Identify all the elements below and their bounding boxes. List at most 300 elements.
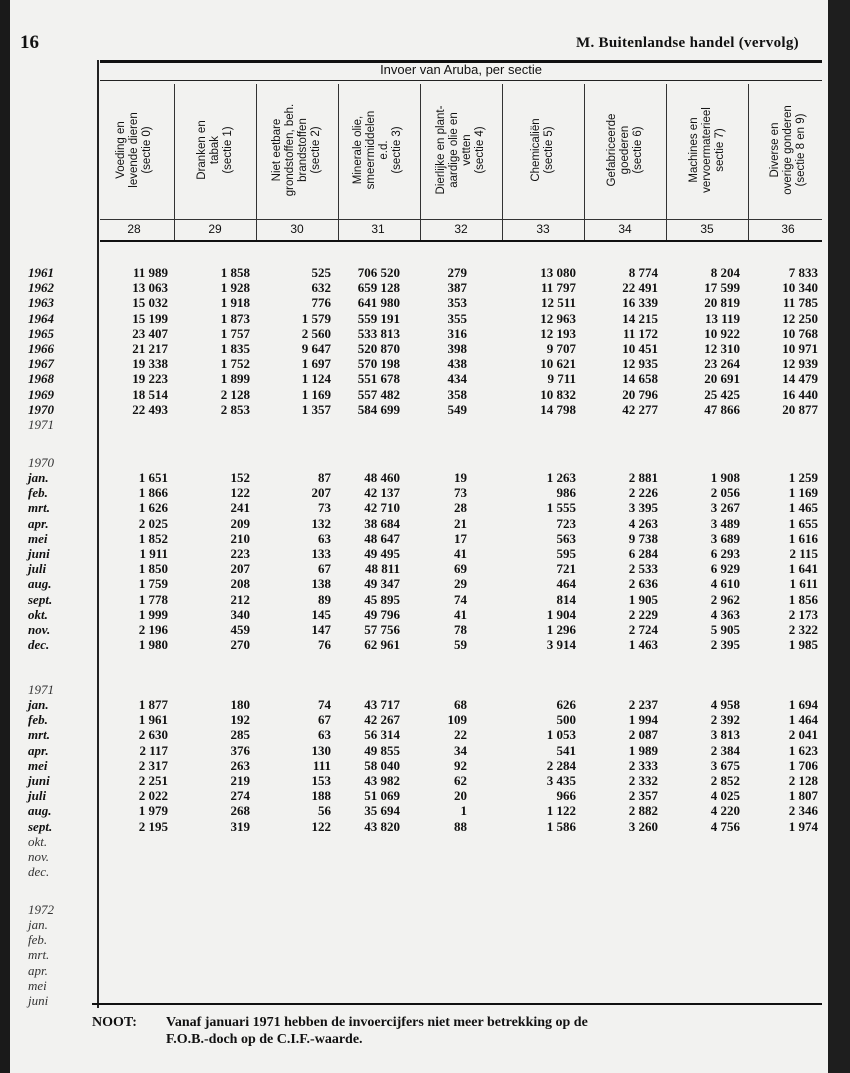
table-cell: 42 710: [364, 500, 400, 515]
table-cell: 2 115: [789, 546, 818, 561]
table-cell: [387, 849, 467, 864]
row-label: sept.: [28, 592, 53, 607]
table-cell: 18 514: [132, 387, 168, 402]
table-bottom-rule: [92, 1003, 822, 1005]
row-label: juli: [28, 788, 47, 803]
table-cell: 2 117: [139, 743, 168, 758]
table-cell: [496, 849, 576, 864]
row-label: 1966: [28, 341, 54, 356]
table-cell: [387, 864, 467, 879]
table-cell: 2 022: [138, 788, 168, 803]
row-label: mrt.: [28, 727, 51, 742]
table-cell: 138: [311, 576, 331, 591]
table-cell: 2 087: [628, 727, 658, 742]
row-label: jan.: [28, 470, 49, 485]
table-cell: 1 616: [788, 531, 818, 546]
table-cell: 20 796: [622, 387, 658, 402]
table-cell: 122: [230, 485, 250, 500]
table-cell: 1 985: [788, 637, 818, 652]
row-label: 1967: [28, 356, 54, 371]
table-cell: 2 630: [138, 727, 168, 742]
table-cell: 1 904: [546, 607, 576, 622]
table-cell: 7 833: [788, 265, 818, 280]
table-cell: 14 215: [622, 311, 658, 326]
table-cell: 2 229: [628, 607, 658, 622]
table-cell: 285: [230, 727, 250, 742]
table-cell: 10 971: [782, 341, 818, 356]
table-cell: 1 866: [138, 485, 168, 500]
table-cell: 1 928: [220, 280, 250, 295]
table-cell: 16 440: [782, 387, 818, 402]
table-cell: 1 169: [301, 387, 331, 402]
table-cell: 12 193: [540, 326, 576, 341]
table-cell: 1 899: [220, 371, 250, 386]
table-group-header: Invoer van Aruba, per sectie: [380, 62, 542, 77]
table-cell: [387, 834, 467, 849]
table-cell: 1 979: [138, 803, 168, 818]
table-cell: 1 464: [788, 712, 818, 727]
table-cell: 73: [454, 485, 467, 500]
table-cell: 34: [454, 743, 467, 758]
row-label: okt.: [28, 607, 48, 622]
table-cell: 1 911: [139, 546, 168, 561]
table-cell: 67: [318, 561, 331, 576]
table-cell: 4 025: [710, 788, 740, 803]
table-cell: 88: [454, 819, 467, 834]
table-cell: 1 994: [628, 712, 658, 727]
row-label: 1972: [28, 902, 54, 917]
table-cell: 1 463: [628, 637, 658, 652]
table-cell: 10 922: [704, 326, 740, 341]
table-cell: [738, 849, 818, 864]
table-cell: [578, 834, 658, 849]
table-cell: 2 237: [628, 697, 658, 712]
table-cell: 459: [230, 622, 250, 637]
table-cell: 62: [454, 773, 467, 788]
table-cell: 152: [230, 470, 250, 485]
table-cell: [660, 849, 740, 864]
column-header-label: Dierlijke en plant- aardige olie en vetten (sectie 4): [435, 105, 486, 195]
table-cell: 9 647: [301, 341, 331, 356]
table-cell: 48 811: [364, 561, 400, 576]
table-cell: 153: [311, 773, 331, 788]
table-cell: [170, 849, 250, 864]
table-cell: [88, 417, 168, 432]
table-cell: 208: [230, 576, 250, 591]
table-cell: 2 882: [628, 803, 658, 818]
column-header-label: Minerale olie, smeermiddelen e.d. (sectie 3): [352, 110, 403, 190]
table-cell: 19: [454, 470, 467, 485]
table-cell: 4 958: [710, 697, 740, 712]
table-cell: 4 220: [710, 803, 740, 818]
table-cell: 3 435: [546, 773, 576, 788]
column-number: 35: [700, 222, 714, 236]
table-cell: 19 223: [132, 371, 168, 386]
table-cell: 130: [311, 743, 331, 758]
table-cell: 51 069: [364, 788, 400, 803]
table-cell: 11 172: [622, 326, 658, 341]
column-number: 30: [290, 222, 304, 236]
footnote-line-2: F.O.B.-doch op de C.I.F.-waarde.: [166, 1032, 363, 1047]
table-cell: 12 935: [622, 356, 658, 371]
table-cell: 12 963: [540, 311, 576, 326]
column-header-label: Diverse en overige gonderen (sectie 8 en 9): [768, 105, 807, 195]
table-cell: 1 989: [628, 743, 658, 758]
table-cell: 557 482: [357, 387, 400, 402]
table-cell: 2 196: [138, 622, 168, 637]
table-cell: 263: [230, 758, 250, 773]
table-cell: 2 284: [546, 758, 576, 773]
table-cell: 2 041: [788, 727, 818, 742]
table-cell: 1: [460, 803, 467, 818]
table-cell: 1 961: [138, 712, 168, 727]
row-label: okt.: [28, 834, 48, 849]
table-cell: 48 647: [364, 531, 400, 546]
table-cell: [660, 834, 740, 849]
table-cell: 2 056: [710, 485, 740, 500]
table-cell: 1 807: [788, 788, 818, 803]
row-label: apr.: [28, 963, 48, 978]
table-cell: 22 491: [622, 280, 658, 295]
column-number-rule: [100, 219, 822, 220]
row-label: jan.: [28, 917, 48, 932]
footnote: [92, 1014, 732, 1048]
table-cell: 438: [447, 356, 467, 371]
table-cell: 1 980: [138, 637, 168, 652]
table-cell: 15 032: [132, 295, 168, 310]
table-cell: 89: [318, 592, 331, 607]
table-cell: 986: [556, 485, 576, 500]
table-cell: 2 332: [628, 773, 658, 788]
column-header-label: Machines en vervoermaterieel sectie 7): [687, 107, 726, 193]
column-number: 32: [454, 222, 468, 236]
table-cell: 2 025: [138, 516, 168, 531]
table-cell: 1 877: [138, 697, 168, 712]
table-cell: 5 905: [710, 622, 740, 637]
row-label: sept.: [28, 819, 53, 834]
table-cell: 241: [230, 500, 250, 515]
table-cell: 49 495: [364, 546, 400, 561]
table-cell: 41: [454, 546, 467, 561]
table-cell: 268: [230, 803, 250, 818]
table-cell: [496, 834, 576, 849]
row-label: nov.: [28, 622, 51, 637]
table-cell: 62 961: [364, 637, 400, 652]
table-cell: 279: [447, 265, 467, 280]
footnote-key: NOOT:: [92, 1015, 137, 1030]
table-cell: 3 675: [710, 758, 740, 773]
table-cell: 12 310: [704, 341, 740, 356]
table-cell: 520 870: [357, 341, 400, 356]
row-label: juli: [28, 561, 47, 576]
table-cell: 6 293: [710, 546, 740, 561]
table-cell: 8 204: [710, 265, 740, 280]
table-cell: 109: [447, 712, 467, 727]
table-cell: 1 611: [789, 576, 818, 591]
table-cell: 1 357: [301, 402, 331, 417]
table-cell: [387, 417, 467, 432]
table-cell: [251, 417, 331, 432]
table-cell: 533 813: [357, 326, 400, 341]
table-cell: 43 820: [364, 819, 400, 834]
table-cell: 1 974: [788, 819, 818, 834]
page-number: 16: [20, 32, 39, 53]
row-label: 1969: [28, 387, 54, 402]
scan-right-edge: [828, 0, 850, 1073]
table-cell: 20 691: [704, 371, 740, 386]
table-cell: 147: [311, 622, 331, 637]
table-cell: 1 757: [220, 326, 250, 341]
table-cell: [251, 834, 331, 849]
table-cell: 13 080: [540, 265, 576, 280]
table-cell: 1 655: [788, 516, 818, 531]
table-cell: 1 918: [220, 295, 250, 310]
table-cell: 67: [318, 712, 331, 727]
table-cell: 22 493: [132, 402, 168, 417]
table-cell: 9 707: [546, 341, 576, 356]
table-cell: 2 226: [628, 485, 658, 500]
row-label: mrt.: [28, 947, 50, 962]
table-cell: 1 579: [301, 311, 331, 326]
table-cell: 814: [556, 592, 576, 607]
row-label: feb.: [28, 932, 48, 947]
scan-left-edge: [0, 0, 10, 1073]
table-cell: 28: [454, 500, 467, 515]
table-cell: 192: [230, 712, 250, 727]
table-cell: 1 169: [788, 485, 818, 500]
table-cell: 13 063: [132, 280, 168, 295]
table-cell: 3 395: [628, 500, 658, 515]
table-cell: 35 694: [364, 803, 400, 818]
table-cell: 17: [454, 531, 467, 546]
table-cell: 2 724: [628, 622, 658, 637]
column-header-label: Niet eetbare grondstoffen, beh. brandstoffen (sectie 2): [271, 103, 322, 197]
table-cell: 2 881: [628, 470, 658, 485]
table-cell: 776: [311, 295, 331, 310]
table-cell: 274: [230, 788, 250, 803]
row-label: 1970: [28, 402, 54, 417]
table-cell: 4 263: [628, 516, 658, 531]
table-cell: 48 460: [364, 470, 400, 485]
row-label: aug.: [28, 576, 52, 591]
table-cell: 11 785: [782, 295, 818, 310]
table-cell: 549: [447, 402, 467, 417]
table-cell: 57 756: [364, 622, 400, 637]
table-cell: 358: [447, 387, 467, 402]
table-cell: 73: [318, 500, 331, 515]
table-cell: 9 711: [547, 371, 576, 386]
section-title: M. Buitenlandse handel (vervolg): [576, 35, 799, 51]
table-cell: 1 905: [628, 592, 658, 607]
table-cell: 63: [318, 531, 331, 546]
table-cell: 19 338: [132, 356, 168, 371]
column-header-label: Dranken en tabak (sectie 1): [195, 120, 234, 180]
row-label: 1963: [28, 295, 54, 310]
table-cell: 559 191: [357, 311, 400, 326]
table-cell: 23 264: [704, 356, 740, 371]
table-cell: 398: [447, 341, 467, 356]
table-cell: 87: [318, 470, 331, 485]
table-cell: 2 322: [788, 622, 818, 637]
table-cell: 20 819: [704, 295, 740, 310]
table-cell: 14 479: [782, 371, 818, 386]
table-cell: 58 040: [364, 758, 400, 773]
table-cell: 1 873: [220, 311, 250, 326]
table-cell: 47 866: [704, 402, 740, 417]
table-cell: 49 347: [364, 576, 400, 591]
table-cell: 6 929: [710, 561, 740, 576]
table-cell: 56: [318, 803, 331, 818]
table-cell: 74: [318, 697, 331, 712]
column-header-label: Chemicaliën (sectie 5): [530, 118, 555, 182]
table-cell: 2 962: [710, 592, 740, 607]
table-cell: 1 759: [138, 576, 168, 591]
table-cell: 355: [447, 311, 467, 326]
table-cell: 14 658: [622, 371, 658, 386]
table-cell: 1 641: [788, 561, 818, 576]
table-cell: 500: [556, 712, 576, 727]
table-cell: 626: [556, 697, 576, 712]
table-cell: 16 339: [622, 295, 658, 310]
table-cell: 63: [318, 727, 331, 742]
table-cell: 2 251: [138, 773, 168, 788]
table-cell: [738, 417, 818, 432]
table-cell: 3 260: [628, 819, 658, 834]
column-header-label: Gefabriceerde goederen (sectie 6): [605, 113, 644, 187]
table-cell: 1 623: [788, 743, 818, 758]
row-label: apr.: [28, 516, 49, 531]
row-label: 1965: [28, 326, 54, 341]
table-cell: 1 856: [788, 592, 818, 607]
table-cell: 10 340: [782, 280, 818, 295]
table-cell: 41: [454, 607, 467, 622]
table-cell: 1 651: [138, 470, 168, 485]
column-number: 29: [208, 222, 222, 236]
table-cell: 3 689: [710, 531, 740, 546]
table-cell: 15 199: [132, 311, 168, 326]
table-cell: 9 738: [628, 531, 658, 546]
table-cell: 6 284: [628, 546, 658, 561]
table-cell: 706 520: [357, 265, 400, 280]
table-cell: [496, 417, 576, 432]
table-cell: 111: [312, 758, 331, 773]
table-cell: [660, 417, 740, 432]
table-cell: 8 774: [628, 265, 658, 280]
table-cell: 387: [447, 280, 467, 295]
table-cell: 56 314: [364, 727, 400, 742]
table-cell: 4 756: [710, 819, 740, 834]
table-cell: 721: [556, 561, 576, 576]
table-cell: 69: [454, 561, 467, 576]
table-cell: 10 451: [622, 341, 658, 356]
row-label: juni: [28, 546, 50, 561]
table-cell: 10 832: [540, 387, 576, 402]
table-cell: 74: [454, 592, 467, 607]
table-cell: 4 363: [710, 607, 740, 622]
table-cell: 3 914: [546, 637, 576, 652]
table-cell: 2 636: [628, 576, 658, 591]
table-cell: 1 122: [546, 803, 576, 818]
row-label: apr.: [28, 743, 49, 758]
table-cell: 1 858: [220, 265, 250, 280]
table-cell: [170, 864, 250, 879]
column-number: 28: [127, 222, 141, 236]
table-cell: 207: [230, 561, 250, 576]
table-cell: 2 560: [301, 326, 331, 341]
table-cell: 1 259: [788, 470, 818, 485]
table-cell: 12 939: [782, 356, 818, 371]
table-cell: [578, 864, 658, 879]
table-cell: 209: [230, 516, 250, 531]
table-cell: [88, 864, 168, 879]
table-cell: 2 852: [710, 773, 740, 788]
table-cell: [578, 849, 658, 864]
table-cell: 180: [230, 697, 250, 712]
row-label: juni: [28, 773, 50, 788]
table-cell: 42 137: [364, 485, 400, 500]
row-label: 1971: [28, 682, 54, 697]
table-cell: 76: [318, 637, 331, 652]
table-cell: 1 778: [138, 592, 168, 607]
table-cell: 78: [454, 622, 467, 637]
table-cell: [170, 834, 250, 849]
table-cell: 49 855: [364, 743, 400, 758]
row-label: nov.: [28, 849, 50, 864]
row-label: aug.: [28, 803, 52, 818]
table-cell: 551 678: [357, 371, 400, 386]
table-cell: 29: [454, 576, 467, 591]
table-cell: 2 128: [788, 773, 818, 788]
table-cell: 14 798: [540, 402, 576, 417]
table-cell: 92: [454, 758, 467, 773]
table-cell: 4 610: [710, 576, 740, 591]
table-cell: 11 797: [540, 280, 576, 295]
table-cell: 59: [454, 637, 467, 652]
table-cell: 45 895: [364, 592, 400, 607]
table-cell: [88, 849, 168, 864]
table-cell: 525: [311, 265, 331, 280]
table-cell: 434: [447, 371, 467, 386]
table-cell: 49 796: [364, 607, 400, 622]
table-cell: [578, 417, 658, 432]
table-cell: 2 357: [628, 788, 658, 803]
table-cell: 1 626: [138, 500, 168, 515]
row-label: mrt.: [28, 500, 51, 515]
table-cell: 207: [311, 485, 331, 500]
table-cell: 2 392: [710, 712, 740, 727]
column-number: 33: [536, 222, 550, 236]
table-cell: 43 717: [364, 697, 400, 712]
table-cell: 38 684: [364, 516, 400, 531]
table-cell: 1 850: [138, 561, 168, 576]
table-cell: 563: [556, 531, 576, 546]
column-header-label: Voeding en levende dieren (sectie 0): [114, 112, 153, 188]
table-cell: 2 853: [220, 402, 250, 417]
table-cell: 133: [311, 546, 331, 561]
table-cell: 1 835: [220, 341, 250, 356]
table-cell: 2 384: [710, 743, 740, 758]
table-cell: 464: [556, 576, 576, 591]
table-cell: 43 982: [364, 773, 400, 788]
table-cell: 270: [230, 637, 250, 652]
table-cell: 2 533: [628, 561, 658, 576]
table-cell: 376: [230, 743, 250, 758]
table-cell: 212: [230, 592, 250, 607]
row-label: 1962: [28, 280, 54, 295]
table-cell: 223: [230, 546, 250, 561]
table-cell: 1 697: [301, 356, 331, 371]
column-number-rule-bold: [100, 240, 822, 242]
